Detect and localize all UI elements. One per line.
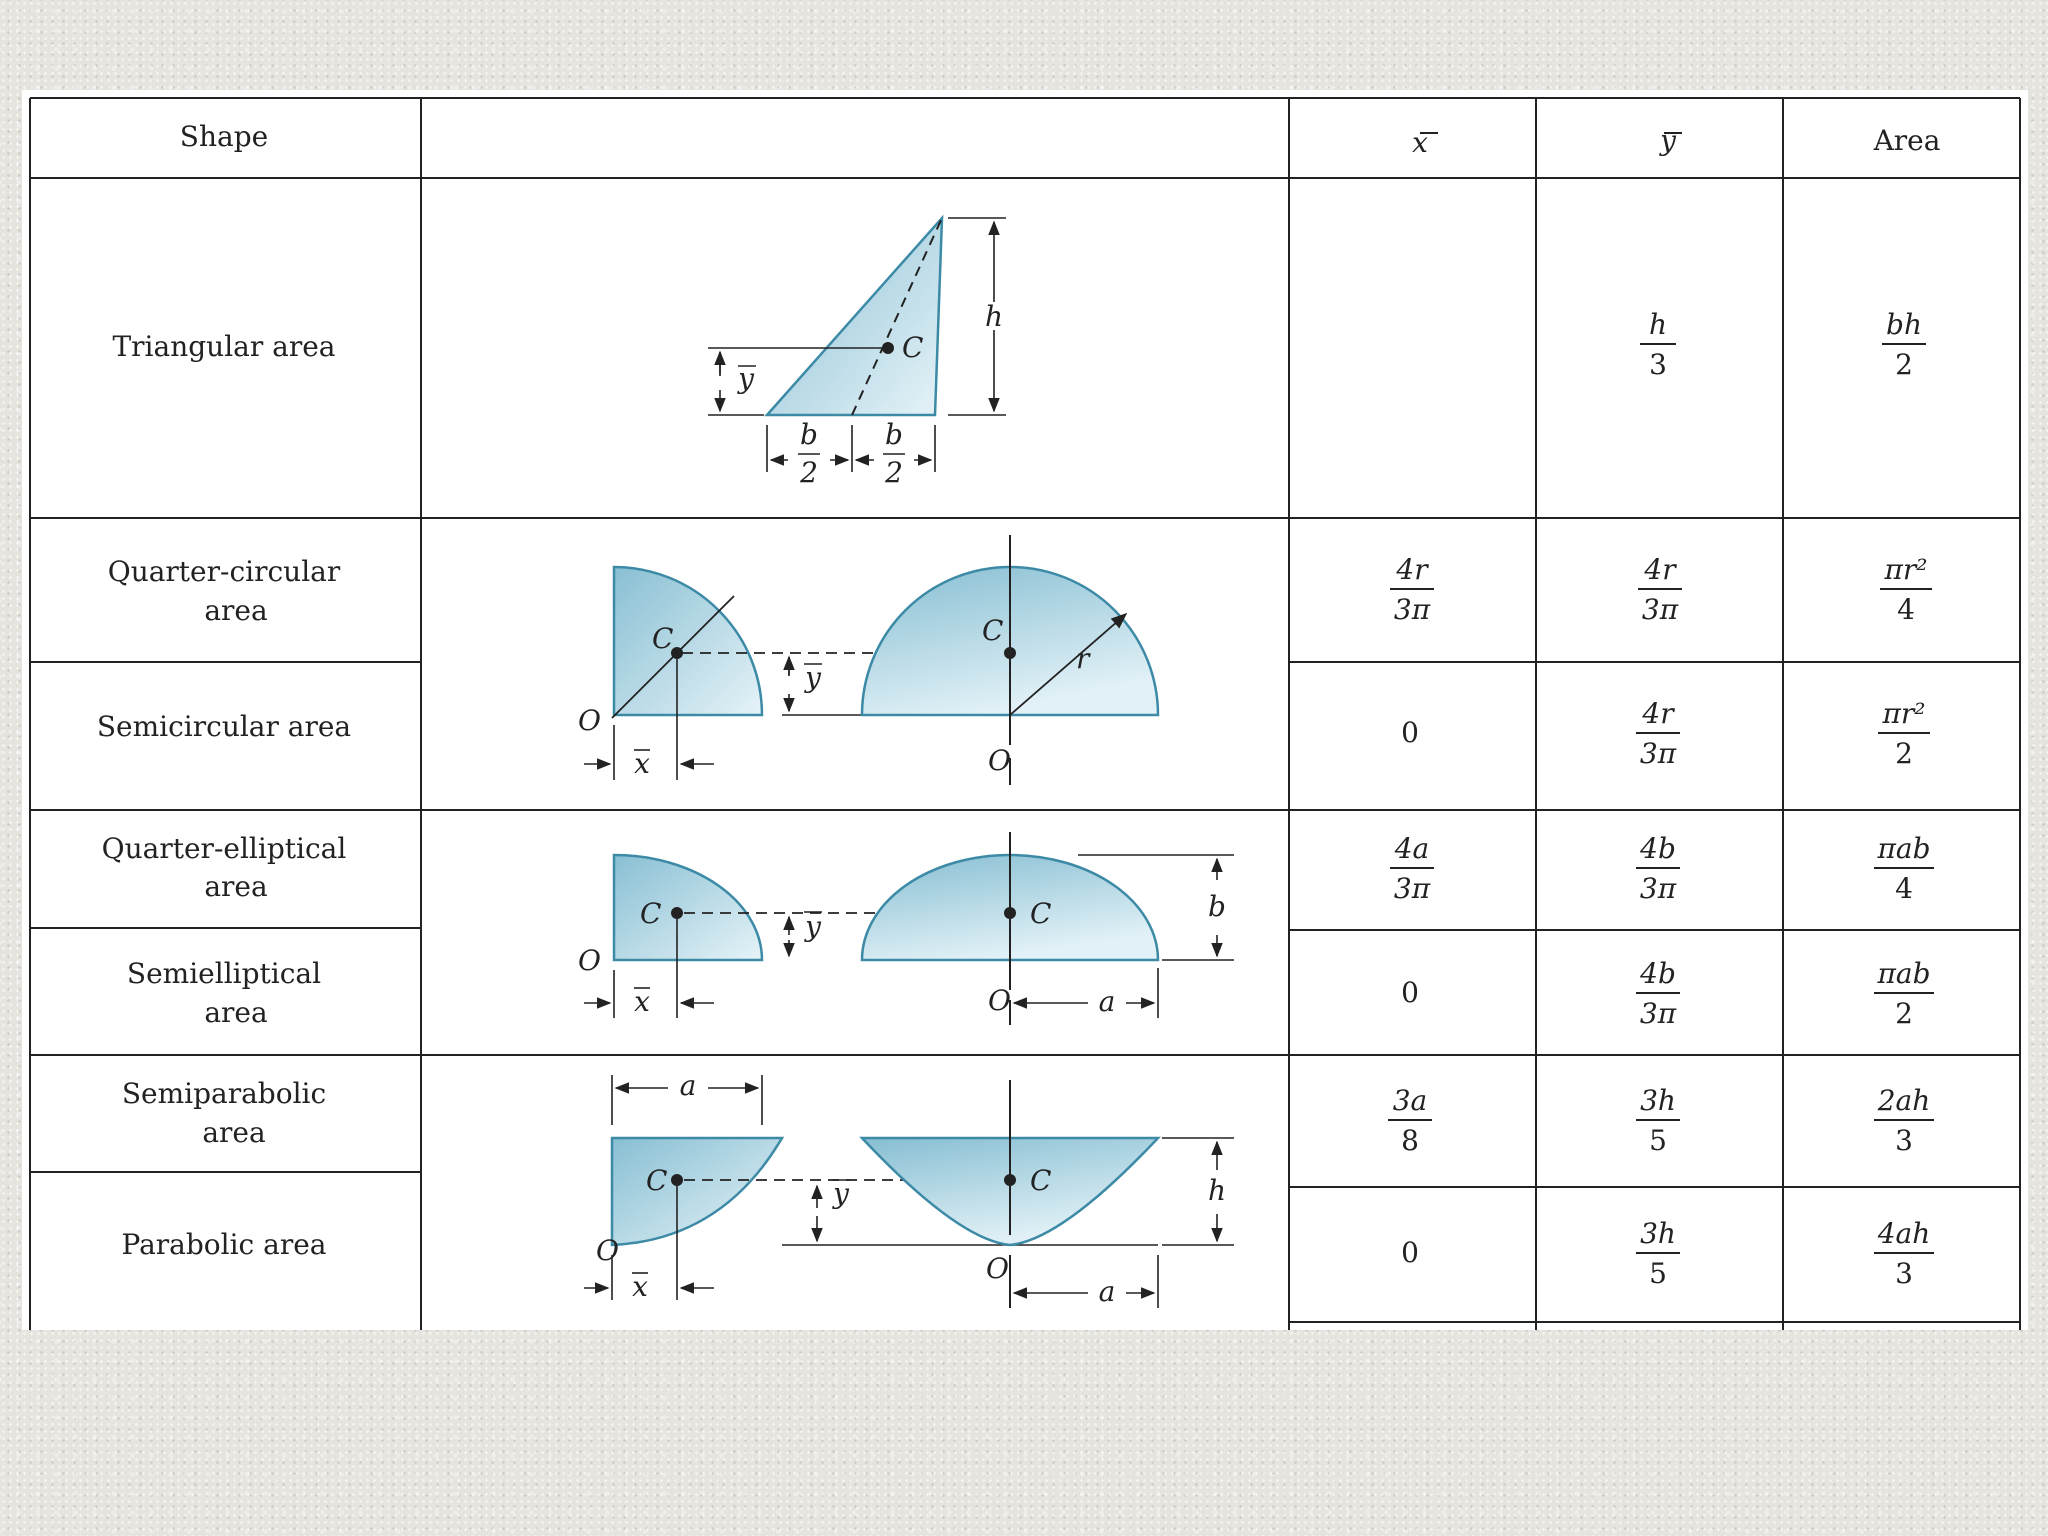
fraction-ybar-semicircular (1636, 697, 1680, 770)
header-shape: Shape (179, 120, 269, 153)
fraction-area-parabolic (1874, 1217, 1934, 1290)
svg-text:3π: 3π (1639, 997, 1677, 1030)
label-origin-sp: O (596, 1234, 619, 1267)
svg-text:3π: 3π (1639, 737, 1677, 770)
svg-text:4ah: 4ah (1877, 1217, 1931, 1250)
shape-name-quarter-circular-2: area (204, 594, 268, 627)
semiparabola-shape (612, 1138, 782, 1245)
svg-text:h: h (1648, 308, 1668, 341)
svg-text:3: 3 (1895, 1124, 1913, 1157)
label-ybar-sc: y (805, 661, 821, 694)
fraction-ybar-quarter-circular (1638, 553, 1682, 626)
svg-text:4: 4 (1895, 872, 1913, 905)
label-two-1: 2 (800, 456, 818, 489)
svg-text:3h: 3h (1640, 1217, 1676, 1250)
svg-text:3π: 3π (1393, 872, 1431, 905)
header-ybar (1658, 124, 1682, 157)
svg-text:4r: 4r (1644, 553, 1676, 586)
svg-text:3h: 3h (1640, 1084, 1676, 1117)
label-r: r (1076, 642, 1090, 675)
svg-text:8: 8 (1401, 1124, 1419, 1157)
label-ybar-pa: y (833, 1177, 849, 1210)
fraction-ybar-parabolic (1636, 1217, 1680, 1290)
shape-name-quarter-elliptical-2: area (204, 870, 268, 903)
svg-text:πab: πab (1877, 832, 1931, 865)
svg-text:4b: 4b (1640, 957, 1676, 990)
diagram-circular (578, 535, 1158, 785)
value-xbar-semielliptical: 0 (1401, 976, 1419, 1009)
svg-text:2: 2 (1895, 997, 1913, 1030)
svg-text:4r: 4r (1396, 553, 1428, 586)
fraction-ybar-triangular (1640, 308, 1676, 381)
fraction-area-semielliptical (1874, 957, 1934, 1030)
header-xbar (1412, 126, 1438, 159)
svg-text:3π: 3π (1641, 593, 1679, 626)
svg-text:3: 3 (1649, 348, 1667, 381)
value-xbar-semicircular: 0 (1401, 716, 1419, 749)
shape-name-quarter-elliptical: Quarter-elliptical (101, 832, 347, 865)
svg-text:y: y (1660, 124, 1676, 157)
fraction-area-semiparabolic (1874, 1084, 1934, 1157)
triangle-shape (767, 218, 942, 415)
label-origin-se: O (988, 984, 1011, 1017)
fraction-ybar-semielliptical (1636, 957, 1680, 1030)
shape-name-semiparabolic: Semiparabolic (121, 1077, 327, 1110)
label-h-pa: h (1207, 1174, 1227, 1207)
svg-text:4a: 4a (1394, 832, 1430, 865)
label-xbar-qc: x (634, 747, 650, 780)
centroid-dot (882, 342, 894, 354)
svg-text:3π: 3π (1639, 872, 1677, 905)
label-origin-qe: O (578, 944, 601, 977)
shape-name-semielliptical: Semielliptical (126, 957, 322, 990)
svg-text:3a: 3a (1392, 1084, 1428, 1117)
header-area: Area (1873, 124, 1941, 157)
fraction-xbar-semiparabolic (1388, 1084, 1432, 1157)
fraction-area-quarter-circular (1880, 553, 1932, 626)
shape-name-semielliptical-2: area (204, 996, 268, 1029)
label-centroid-qe: C (640, 897, 662, 930)
fraction-area-semicircular (1878, 697, 1930, 770)
label-centroid-se: C (1030, 897, 1052, 930)
label-a-e: a (1098, 985, 1116, 1018)
shape-name-parabolic: Parabolic area (121, 1228, 327, 1261)
shape-name-semiparabolic-2: area (202, 1116, 266, 1149)
label-a-pa: a (1098, 1275, 1116, 1308)
centroid-table (22, 90, 2028, 1330)
svg-text:3: 3 (1895, 1257, 1913, 1290)
fraction-area-quarter-elliptical (1874, 832, 1934, 905)
label-centroid-pa: C (1030, 1164, 1052, 1197)
label-ybar: y (738, 362, 754, 395)
fraction-area-triangular (1882, 308, 1926, 381)
svg-text:4: 4 (1897, 593, 1915, 626)
label-h: h (984, 300, 1004, 333)
label-two-2: 2 (885, 456, 903, 489)
value-xbar-parabolic: 0 (1401, 1236, 1419, 1269)
fraction-xbar-quarter-elliptical (1390, 832, 1434, 905)
label-b-1: b (800, 418, 818, 451)
label-xbar-qe: x (634, 985, 650, 1018)
svg-text:x: x (1412, 126, 1428, 159)
label-centroid-sp: C (646, 1164, 668, 1197)
shape-name-semicircular: Semicircular area (96, 710, 352, 743)
svg-text:4r: 4r (1642, 697, 1674, 730)
fraction-xbar-quarter-circular (1390, 553, 1434, 626)
svg-text:2: 2 (1895, 348, 1913, 381)
formula-cells (1388, 308, 1934, 1290)
shape-name-triangular: Triangular area (112, 330, 336, 363)
centroid-table-sheet (22, 90, 2028, 1330)
svg-text:bh: bh (1886, 308, 1922, 341)
shape-names (97, 330, 351, 1261)
fraction-ybar-quarter-elliptical (1636, 832, 1680, 905)
label-centroid-sc: C (982, 614, 1004, 647)
svg-text:2ah: 2ah (1877, 1084, 1931, 1117)
header-row (180, 120, 1941, 159)
diagram-elliptical (578, 832, 1234, 1025)
fraction-ybar-semiparabolic (1636, 1084, 1680, 1157)
label-origin-pa: O (986, 1252, 1009, 1285)
label-b-2: b (885, 418, 903, 451)
svg-text:πr²: πr² (1884, 553, 1928, 586)
label-centroid: C (902, 331, 924, 364)
label-a-sp: a (679, 1069, 697, 1102)
svg-text:5: 5 (1649, 1124, 1667, 1157)
label-origin-sc: O (988, 744, 1011, 777)
svg-text:2: 2 (1895, 737, 1913, 770)
label-xbar-sp: x (632, 1270, 648, 1303)
svg-text:πab: πab (1877, 957, 1931, 990)
diagram-parabolic (584, 1069, 1234, 1308)
svg-text:πr²: πr² (1882, 697, 1926, 730)
label-origin-qc: O (578, 704, 601, 737)
shape-name-quarter-circular: Quarter-circular (107, 555, 341, 588)
diagram-triangle (708, 218, 1006, 489)
svg-text:3π: 3π (1393, 593, 1431, 626)
label-ybar-se: y (805, 910, 821, 943)
quarter-ellipse-shape (614, 855, 762, 960)
svg-text:5: 5 (1649, 1257, 1667, 1290)
svg-text:4b: 4b (1640, 832, 1676, 865)
label-centroid-qc: C (652, 622, 674, 655)
label-b-e: b (1208, 890, 1226, 923)
